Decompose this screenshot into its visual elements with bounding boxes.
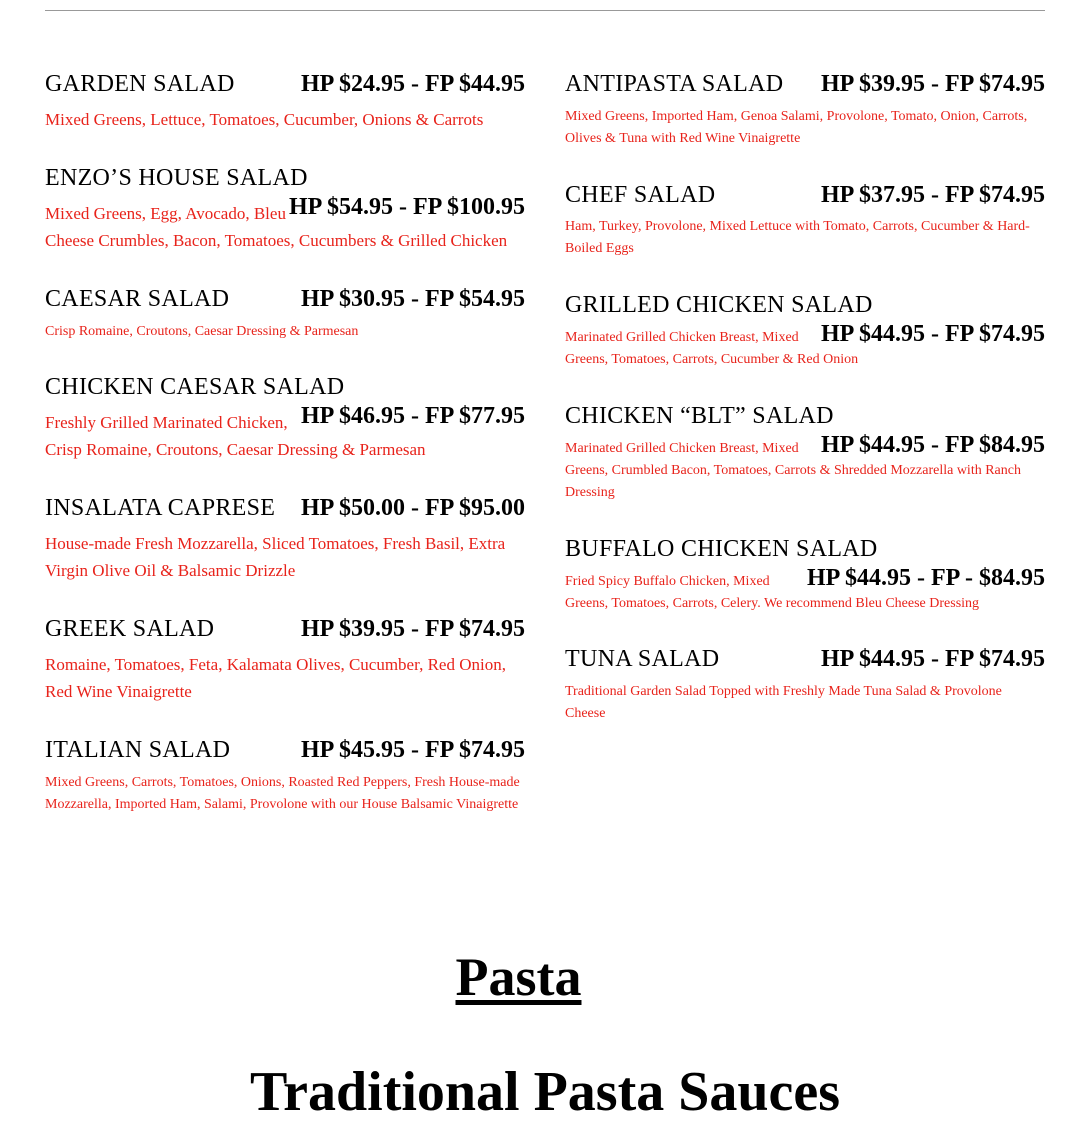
menu-item-grilled-chicken-salad	[565, 291, 1045, 381]
item-name: CHEF SALAD	[565, 182, 716, 208]
item-price: HP $54.95 - FP $100.95	[285, 193, 525, 221]
item-price: HP $50.00 - FP $95.00	[297, 494, 525, 522]
item-name: GRILLED CHICKEN SALAD	[565, 292, 873, 318]
item-name: CAESAR SALAD	[45, 286, 230, 312]
item-name: ENZO’S HOUSE SALAD	[45, 165, 308, 191]
item-description: Traditional Garden Salad Topped with Freshly Made Tuna Salad & Provolone Cheese	[565, 684, 1002, 721]
pasta-sauces-heading: Traditional Pasta Sauces	[249, 1061, 841, 1123]
menu-item-insalata-caprese	[45, 494, 525, 594]
item-description: Freshly Grilled Marinated Chicken, Crisp Romaine, Croutons, Caesar Dressing & Parmesan	[45, 413, 426, 459]
menu-item-garden-salad	[45, 70, 525, 140]
item-name: ANTIPASTA SALAD	[565, 71, 784, 97]
item-price: HP $44.95 - FP - $84.95	[803, 564, 1045, 592]
item-name: ITALIAN SALAD	[45, 737, 231, 763]
item-name: GARDEN SALAD	[45, 71, 235, 97]
item-description: Fried Spicy Buffalo Chicken, Mixed Greens, Tomatoes, Carrots, Celery. We recommend Bleu Cheese Dressing	[565, 574, 980, 611]
item-price: HP $44.95 - FP $74.95	[817, 645, 1045, 673]
item-price: HP $30.95 - FP $54.95	[297, 285, 525, 313]
item-description: Romaine, Tomatoes, Feta, Kalamata Olives, Cucumber, Red Onion, Red Wine Vinaigrette	[45, 655, 506, 701]
pasta-section-title: Pasta	[455, 947, 582, 1007]
item-description: Mixed Greens, Egg, Avocado, Bleu Cheese Crumbles, Bacon, Tomatoes, Cucumbers & Grilled Chicken	[45, 204, 508, 250]
item-name: TUNA SALAD	[565, 646, 720, 672]
item-name: GREEK SALAD	[45, 616, 215, 642]
item-description: Mixed Greens, Imported Ham, Genoa Salami, Provolone, Tomato, Onion, Carrots, Olives & Tuna with Red Wine Vinaigrette	[565, 109, 1028, 146]
menu-item-tuna-salad	[565, 645, 1045, 735]
item-description: Ham, Turkey, Provolone, Mixed Lettuce with Tomato, Carrots, Cucumber & Hard-Boiled Eggs	[565, 219, 1030, 256]
menu-item-chicken-caesar-salad	[45, 373, 525, 473]
menu-item-greek-salad	[45, 615, 525, 715]
item-price: HP $44.95 - FP $74.95	[817, 320, 1045, 348]
item-description: Marinated Grilled Chicken Breast, Mixed Greens, Tomatoes, Carrots, Cucumber & Red Onion	[565, 330, 859, 367]
item-price: HP $44.95 - FP $84.95	[817, 431, 1045, 459]
item-price: HP $46.95 - FP $77.95	[297, 402, 525, 430]
item-name: CHICKEN CAESAR SALAD	[45, 374, 345, 400]
item-name: CHICKEN “BLT” SALAD	[565, 403, 834, 429]
item-name: INSALATA CAPRESE	[45, 495, 276, 521]
item-description: House-made Fresh Mozzarella, Sliced Tomatoes, Fresh Basil, Extra Virgin Olive Oil & Balsamic Drizzle	[45, 534, 506, 580]
item-price: HP $45.95 - FP $74.95	[297, 736, 525, 764]
item-description: Crisp Romaine, Croutons, Caesar Dressing & Parmesan	[45, 324, 359, 339]
item-price: HP $37.95 - FP $74.95	[817, 181, 1045, 209]
menu-item-chicken-blt-salad	[565, 402, 1045, 512]
menu-item-italian-salad	[45, 736, 525, 826]
menu-item-chef-salad	[565, 181, 1045, 271]
item-description: Marinated Grilled Chicken Breast, Mixed Greens, Crumbled Bacon, Tomatoes, Carrots & Shredded Mozzarella with Ranch Dressing	[565, 441, 1021, 500]
item-price: HP $39.95 - FP $74.95	[297, 615, 525, 643]
item-price: HP $24.95 - FP $44.95	[297, 70, 525, 98]
item-price: HP $39.95 - FP $74.95	[817, 70, 1045, 98]
item-description: Mixed Greens, Carrots, Tomatoes, Onions, Roasted Red Peppers, Fresh House-made Mozzarella, Imported Ham, Salami, Provolone with our House Balsamic Vinaigrette	[45, 775, 520, 812]
top-divider	[45, 10, 1045, 11]
menu-item-caesar-salad	[45, 285, 525, 355]
menu-item-antipasta-salad	[565, 70, 1045, 160]
menu-item-enzos-house-salad	[45, 164, 525, 264]
item-description: Mixed Greens, Lettuce, Tomatoes, Cucumber, Onions & Carrots	[45, 110, 484, 129]
menu-item-buffalo-chicken-salad	[565, 535, 1045, 625]
item-name: BUFFALO CHICKEN SALAD	[565, 536, 878, 562]
